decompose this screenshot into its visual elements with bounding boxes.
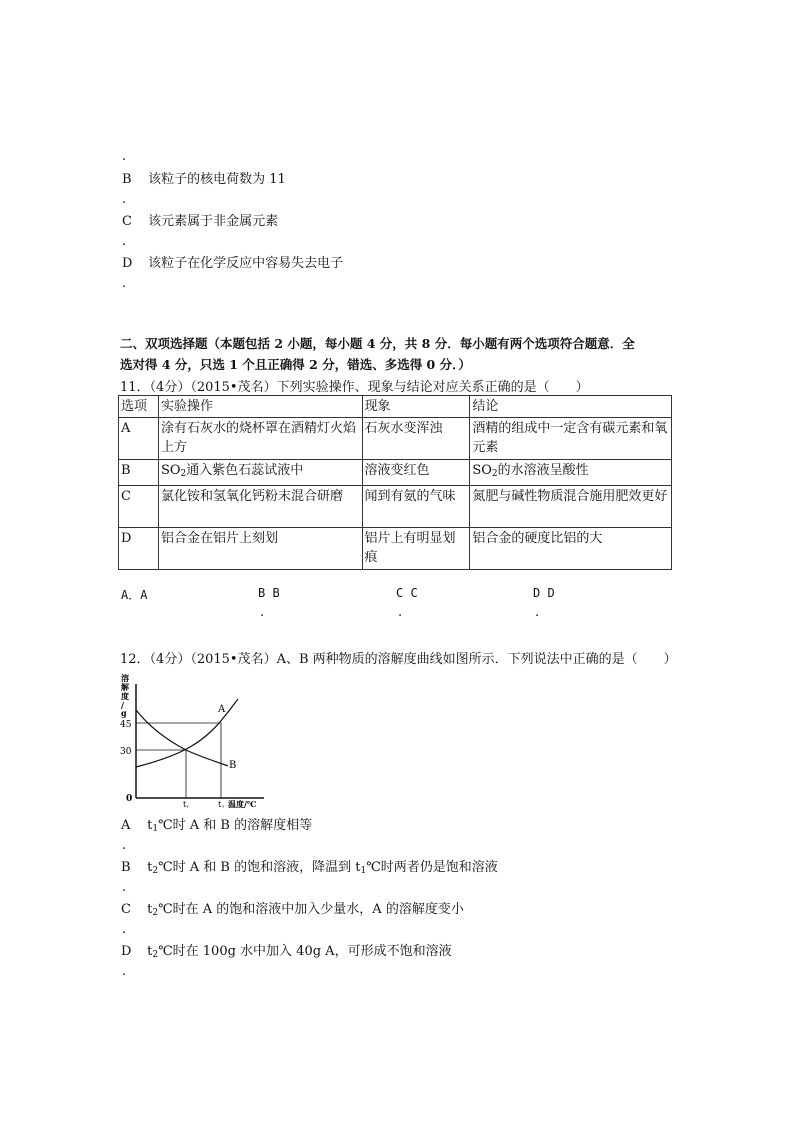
table-cell: D [119, 528, 159, 570]
option-text: 该元素属于非金属元素 [148, 214, 279, 229]
option-text: t [147, 818, 153, 833]
curve-a-label: A [218, 704, 226, 715]
curve-b [136, 710, 228, 766]
cell-text: 通入紫色石蕊试液中 [186, 463, 304, 478]
y-axis-label-1: 溶 [121, 673, 129, 683]
option-text: 该粒子在化学反应中容易失去电子 [148, 256, 344, 271]
option-dot: . [398, 605, 403, 620]
table-cell: A [119, 418, 159, 460]
cell-text: 的水溶液呈酸性 [497, 463, 589, 478]
table-cell: 氯化铵和氢氧化钙粉末混合研磨 [158, 486, 362, 528]
table-cell: 氮肥与碱性物质混合施用肥效更好 [470, 486, 672, 528]
x-axis-label: 温度/℃ [228, 799, 257, 808]
table-row [119, 460, 672, 486]
option-dot: . [122, 922, 127, 937]
section-title-line1: 二、双项选择题（本题包括 2 小题，每小题 4 分，共 8 分．每小题有两个选项符合题意．全 [120, 336, 635, 351]
option-text: ℃时 A 和 B 的饱和溶液，降温到 t [158, 860, 361, 875]
table-header: 选项 [119, 396, 159, 418]
option-subscript: 2 [152, 950, 159, 960]
q12-option-c [121, 898, 464, 918]
option-letter: C [121, 902, 131, 917]
solubility-chart [118, 670, 268, 808]
q11-choice-d: D D [533, 586, 555, 600]
q12-option-a [121, 814, 312, 834]
formula-text: SO [160, 463, 181, 478]
formula-text: SO [472, 463, 492, 478]
table-cell: 涂有石灰水的烧杯罩在酒精灯火焰上方 [158, 418, 362, 460]
table-cell: 铝合金的硬度比铝的大 [470, 528, 672, 570]
formula-subscript: 2 [180, 469, 187, 479]
option-dot: . [122, 276, 127, 291]
option-letter: D [122, 256, 133, 271]
option-dot: . [122, 964, 127, 979]
q11-choice-c: C C [396, 586, 418, 600]
table-row [119, 418, 672, 460]
table-cell: 石灰水变浑浊 [362, 418, 470, 460]
experiment-table [118, 395, 672, 570]
table-cell: C [119, 486, 159, 528]
table-cell [158, 460, 362, 486]
table-header: 结论 [470, 396, 672, 418]
option-subscript: 1 [152, 824, 159, 834]
q10-option-b [122, 168, 286, 187]
q11-choice-a: A．A [121, 588, 148, 602]
option-subscript: 1 [360, 866, 367, 876]
y-axis-label-4: / [121, 700, 124, 710]
option-letter: B [122, 172, 132, 187]
option-dot: . [260, 605, 265, 620]
table-header: 实验操作 [158, 396, 362, 418]
x-tick-label-t1: $t_1$ [183, 800, 190, 808]
option-dot: . [122, 192, 127, 207]
option-text: ℃时在 100g 水中加入 40g A，可形成不饱和溶液 [158, 944, 452, 959]
q11-stem: 11．（4分）（2015•茂名）下列实验操作、现象与结论对应关系正确的是（ ） [120, 380, 589, 395]
formula-subscript: 2 [491, 469, 498, 479]
y-tick-label: 45 [120, 720, 132, 730]
q11-choice-b: B B [258, 586, 280, 600]
table-row [119, 528, 672, 570]
table-cell: 酒精的组成中一定含有碳元素和氧元素 [470, 418, 672, 460]
table-header: 现象 [362, 396, 470, 418]
option-subscript: 2 [152, 866, 159, 876]
option-text: ℃时在 A 的饱和溶液中加入少量水，A 的溶解度变小 [158, 902, 464, 917]
option-subscript: 2 [152, 908, 159, 918]
option-dot: . [122, 149, 127, 164]
option-dot: . [122, 880, 127, 895]
q12-option-b [121, 856, 498, 876]
x-tick-label-t2: $t_2$ [218, 800, 225, 808]
option-text: ℃时两者仍是饱和溶液 [366, 860, 498, 875]
origin-label: 0 [126, 794, 133, 804]
table-cell [470, 460, 672, 486]
q10-option-c [122, 210, 278, 229]
option-letter: C [122, 214, 132, 229]
table-cell: 铝片上有明显划痕 [362, 528, 470, 570]
option-text: 该粒子的核电荷数为 11 [148, 172, 286, 187]
y-axis-label-5: g [121, 708, 127, 718]
y-axis-label-2: 解 [121, 682, 129, 692]
table-header-row [119, 396, 672, 418]
q12-stem: 12．（4分）（2015•茂名）A、B 两种物质的溶解度曲线如图所示．下列说法中正确的是（ ） [120, 652, 677, 667]
q12-option-d [121, 940, 452, 960]
option-dot: . [122, 838, 127, 853]
table-row [119, 486, 672, 528]
y-tick-label: 30 [120, 747, 132, 757]
option-text: ℃时 A 和 B 的溶解度相等 [158, 818, 313, 833]
curve-b-label: B [229, 760, 237, 771]
option-letter: A [121, 818, 131, 833]
table-cell: 铝合金在铝片上刻划 [158, 528, 362, 570]
option-dot: . [122, 234, 127, 249]
option-text: t [147, 944, 153, 959]
y-axis-label-3: 度 [121, 691, 129, 701]
section-title-line2: 选对得 4 分，只选 1 个且正确得 2 分，错选、多选得 0 分．） [120, 357, 471, 372]
table-cell: 闻到有氨的气味 [362, 486, 470, 528]
option-letter: B [121, 860, 131, 875]
table-cell: B [119, 460, 159, 486]
table-cell: 溶液变红色 [362, 460, 470, 486]
option-dot: . [535, 605, 540, 620]
option-text: t [147, 902, 153, 917]
option-text: t [147, 860, 153, 875]
q10-option-d [122, 252, 343, 271]
option-letter: D [121, 944, 132, 959]
